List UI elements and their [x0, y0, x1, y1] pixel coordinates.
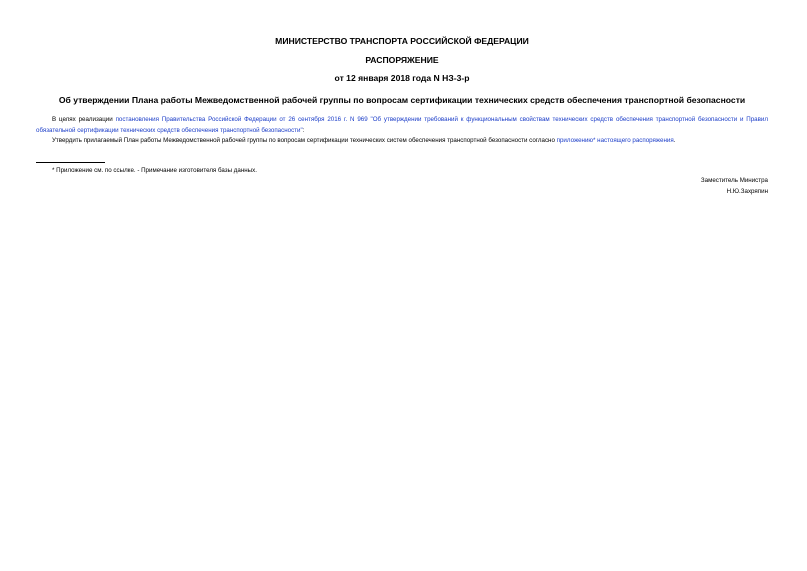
ministry-heading: МИНИСТЕРСТВО ТРАНСПОРТА РОССИЙСКОЙ ФЕДЕРАЦИИ	[275, 36, 529, 46]
paragraph-1-prefix: В целях реализации	[52, 116, 116, 123]
footnote-divider	[36, 162, 105, 163]
paragraph-2-prefix: Утвердить прилагаемый План работы Межведомственной рабочей группы по вопросам сертификации технических систем обеспечения транспортной безопасности согласно	[52, 137, 557, 144]
document-page	[36, 0, 768, 571]
paragraph-1	[36, 115, 768, 136]
footnote-text: * Приложение см. по ссылке. - Примечание изготовителя базы данных.	[52, 167, 257, 174]
resolution-link[interactable]: постановления Правительства Российской Федерации от 26 сентября 2016 г. N 969 "Об утверждении требований к функциональным свойствам технических средств обеспечения транспортной безопасности и Правил обязательной сертификации технических средств обеспечения транспортной безопасности"	[36, 116, 768, 134]
paragraph-2	[36, 136, 768, 147]
signatory-name: Н.Ю.Захряпин	[726, 187, 768, 195]
paragraph-2-suffix: .	[673, 137, 676, 144]
document-date-number: от 12 января 2018 года N НЗ-3-р	[334, 73, 470, 83]
document-title: Об утверждении Плана работы Межведомственной рабочей группы по вопросам сертификации технических средств обеспечения транспортной безопасности	[58, 95, 746, 105]
signatory-position: Заместитель Министра	[700, 177, 768, 184]
signature-block	[701, 176, 768, 197]
document-type-heading: РАСПОРЯЖЕНИЕ	[365, 55, 439, 65]
appendix-link[interactable]: приложению* настоящего распоряжения	[556, 137, 674, 144]
paragraph-1-suffix: :	[302, 126, 305, 134]
